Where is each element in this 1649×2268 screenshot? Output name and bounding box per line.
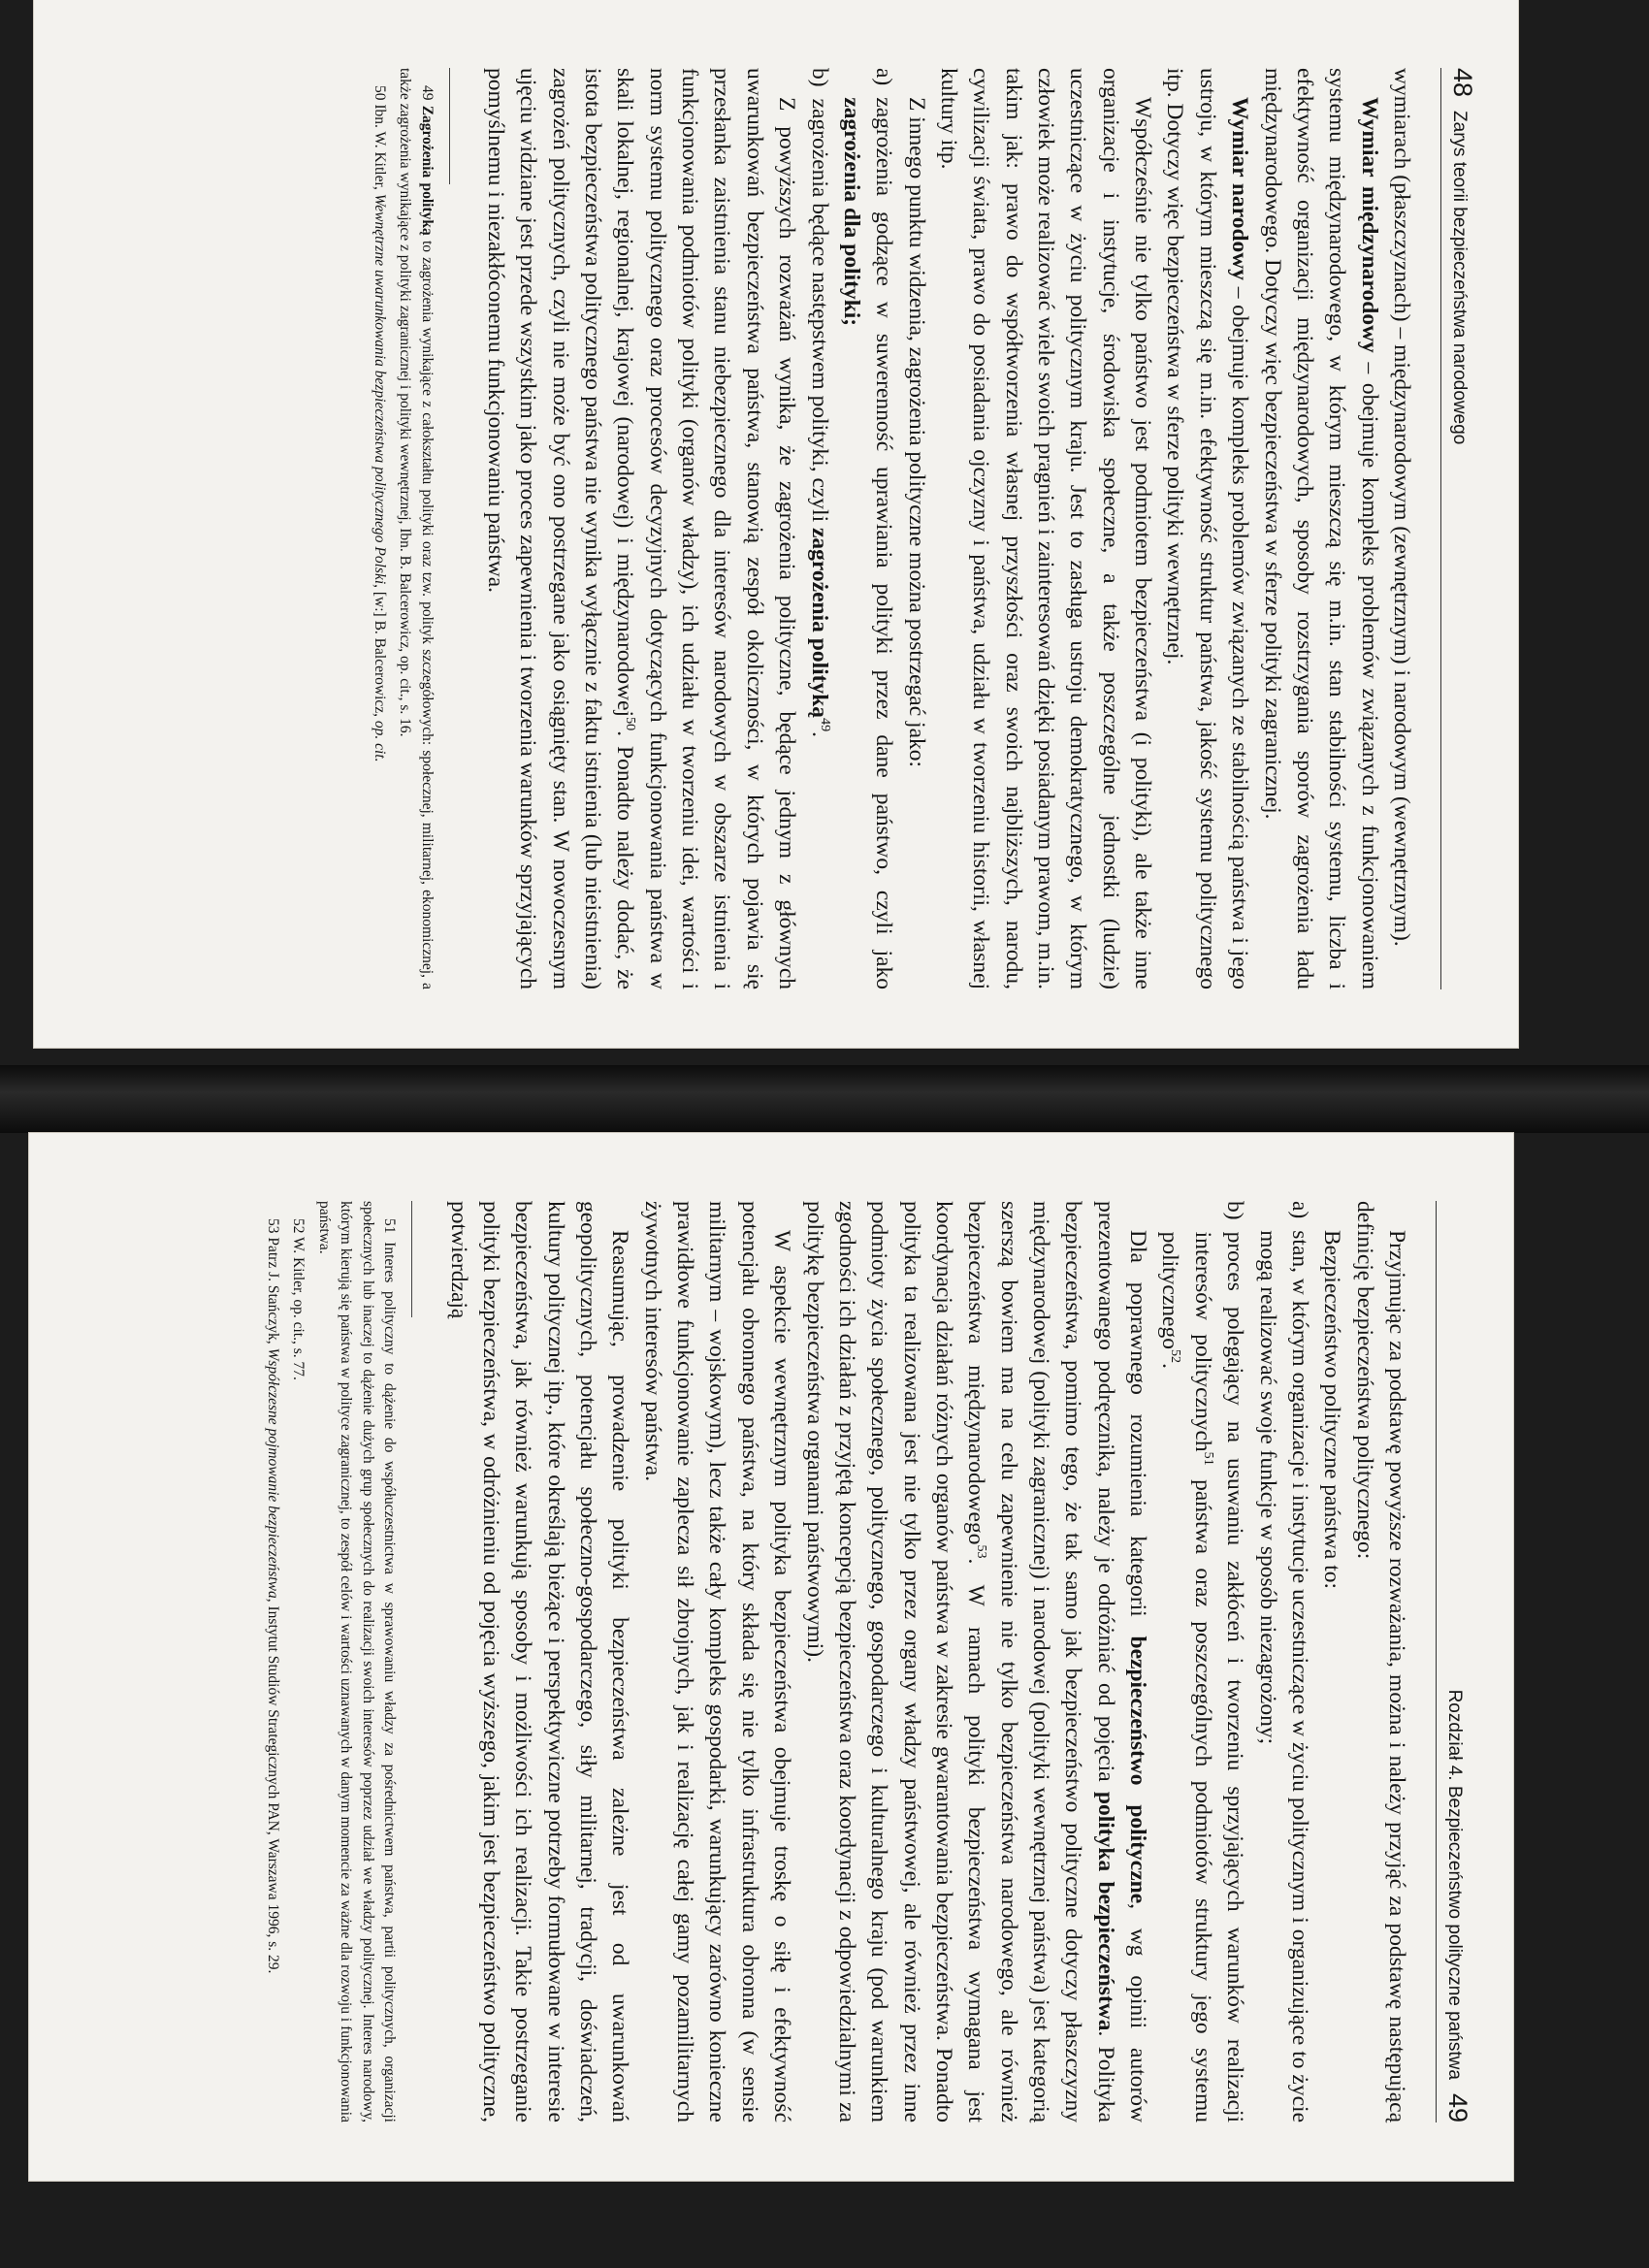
footnote-ref: 53 [974, 1544, 990, 1559]
right-page [29, 1133, 1513, 2181]
text-run: to zagrożenia wynikające z całokształtu polityki oraz tzw. polityk szczegółowych: społecznej, militarnej, ekonomicznej, a także zagrożenia wynikające z polityki zagranicznej i polityki wewnętrznej, Ibn. B. Balcerowicz, op. cit., s. 16. [397, 68, 436, 990]
left-body-text [479, 68, 1417, 989]
right-paragraphs [1315, 1201, 1412, 2122]
footnote [312, 1201, 400, 2122]
list-item-text [1250, 1230, 1315, 2122]
text-run: zagrożenia będące następstwem polityki, czyli [806, 98, 832, 528]
footnote [287, 1201, 308, 2122]
right-footnote-rule [411, 1201, 412, 1317]
text-run: – obejmuje kompleks problemów związanych ze stabilnością państwa i jego ustroju, w którym mieszczą się m.in. efektywność struktur państwa, jakość systemu politycznego itp. Dotyczy więc bezpieczeństwa w sferze polityki wewnętrznej. [1162, 68, 1253, 990]
text-run: . Ponadto należy dodać, że istota bezpieczeństwa politycznego państwa nie wynika wyłącznie z faktu istnienia (lub nieistnienia) zagrożeń politycznych, czyli nie może być ono postrzegane jako osiągnięty stan. W nowoczesnym ujęciu widziane jest przede wszystkim jako proces zapewnienia i tworzenia warunków sprzyjających pomyślnemu i niezakłóconemu funkcjonowaniu państwa. [482, 68, 638, 989]
left-list [802, 68, 899, 989]
right-running-head: Rozdział 4. Bezpieczeństwo polityczne państwa [1444, 1689, 1465, 2080]
list-item [1153, 1201, 1250, 2122]
paragraph [1255, 68, 1384, 989]
text-run: Przyjmując za podstawę powyższe rozważania, można i należy przyjąć za podstawę następującą definicję bezpieczeństwa politycznego: [1351, 1201, 1409, 2122]
text-run: 52 W. Kitler, op. cit., s. 77. [290, 1218, 307, 1380]
text-run: W aspekcie wewnętrznym polityka bezpieczeństwa obejmuje troskę o siłę i efektywność potencjału obronnego państwa, na który składa się nie tylko infrastruktura obronna (w sensie militarnym – wojskowym), lecz także cały kompleks gospodarki, warunkujący zarówno konieczne prawidłowe funkcjonowanie zaplecza sił zbrojnych, jak i realizację całej gamy pozamilitarnych żywotnych interesów państwa. [639, 1201, 795, 2122]
footnote-ref: 52 [1168, 1348, 1184, 1364]
paragraph [1315, 1201, 1347, 2122]
text-run: proces polegający na usuwaniu zakłóceń i tworzeniu sprzyjających warunków realizacji interesów politycznych [1189, 1231, 1248, 2122]
footnote [261, 1201, 282, 2122]
right-paragraphs-after [441, 1201, 1153, 2122]
list-item-label: a) [1286, 1201, 1312, 1219]
footnote [394, 68, 437, 989]
text-run: , [w:] B. Balcerowicz, [371, 584, 388, 721]
left-paragraphs-after [479, 68, 803, 989]
text-run: państwa oraz poszczególnych podmiotów struktury jego systemu politycznego [1157, 1231, 1215, 2122]
left-paragraphs [899, 68, 1417, 989]
text-run: Współcześnie nie tylko państwo jest podmiotem bezpieczeństwa (i polityki), ale także inne organizacje i instytucje, środowiska społeczne, a także poszczególne jednostki (ludzie) uczestniczące w życiu politycznym kraju. Jest to zasługa ustroju demokratycznego, w którym człowiek może realizować wiele swoich pragnień i zainteresowań dzięki posiadanym prawom, m.in. takim jak: prawo do współtworzenia własnej przyszłości oraz swoich najbliższych, narodu, cywilizacji świata, prawo do posiadania ojczyzny i państwa, udziału w tworzeniu historii, własnej kultury itp. [935, 68, 1156, 989]
text-run: Wewnętrzne uwarunkowania bezpieczeństwa politycznego Polski [371, 193, 388, 585]
text-run: stan, w którym organizacje i instytucje uczestniczące w życiu politycznym i organizujące to życie mogą realizować swoje funkcje w sposób niezagrożony; [1254, 1230, 1312, 2122]
list-item [1250, 1201, 1315, 2122]
text-run: 51 Interes polityczny to dążenie do współuczestnictwa w sprawowaniu władzy za pośrednictwem państwa, partii politycznych, organizacji społecznych lub inaczej to dążenie dużych grup społecznych do realizacji swoich interesów poprzez udział we władzy politycznej. Interes narodowy, którym kierują się państwa w polityce zagranicznej, to zespół celów i wartości uznawanych w danym momencie za ważne dla rozwoju i funkcjonowania państwa. [315, 1201, 399, 2122]
list-item [835, 68, 900, 989]
bold-term: zagrożenia dla polityki; [838, 97, 864, 327]
text-run: 53 Patrz J. Stańczyk, [264, 1218, 281, 1348]
left-running-head: Zarys teorii bezpieczeństwa narodowego [1449, 111, 1470, 445]
footnote-ref: 49 [817, 718, 833, 732]
book-binding-gutter [0, 1065, 1649, 1133]
left-page-number: 48 [1448, 68, 1477, 98]
right-footnotes [261, 1201, 412, 2122]
right-footnote-list [261, 1201, 400, 2122]
footnote [368, 68, 389, 989]
text-run: . [1157, 1363, 1183, 1369]
text-run: zagrożenia godzące w suwerenność uprawiania polityki przez dane państwo, czyli jako [871, 97, 897, 989]
paragraph [441, 1201, 635, 2122]
text-run: Współczesne pojmowanie bezpieczeństwa [264, 1347, 281, 1599]
text-run: op. cit. [371, 720, 388, 762]
text-run: , Instytut Studiów Strategicznych PAN, Warszawa 1996, s. 29. [264, 1598, 281, 1974]
paragraph [932, 68, 1159, 989]
list-item-text [802, 99, 834, 989]
right-page-content [68, 1201, 1472, 2122]
bold-term: polityka bezpieczeństwa [1092, 1791, 1118, 2031]
text-run: Bezpieczeństwo polityczne państwa to: [1319, 1230, 1345, 1589]
footnote-ref: 51 [1200, 1451, 1216, 1466]
list-item-label: b) [1222, 1201, 1248, 1220]
paragraph [1385, 68, 1417, 989]
text-run: – obejmuje kompleks problemów związanych z funkcjonowaniem systemu międzynarodowego, w którym mieszczą się m.in. stan stabilności systemu, liczba i efektywność organizacji międzynarodowych, sposoby rozstrzygania sporów zagrożenia ładu międzynarodowego. Dotyczy więc bezpieczeństwa w sferze polityki zagranicznej. [1259, 68, 1382, 990]
bold-term: Zagrożenia polityką [418, 105, 436, 236]
text-run: Dla poprawnego rozumienia kategorii [1125, 1230, 1151, 1636]
list-item-label: b) [806, 68, 832, 87]
bold-term: zagrożenia polityką [806, 527, 832, 719]
text-run: , wg opinii autorów prezentowanego podręcznika, należy je odróżniać od pojęcia [1092, 1201, 1151, 2122]
paragraph [899, 68, 931, 989]
paragraph [635, 1201, 797, 2122]
list-item-label: a) [871, 68, 897, 86]
left-page [34, 0, 1518, 1048]
text-run: 50 Ibn. W. Kitler, [371, 85, 388, 194]
bold-term: Wymiar międzynarodowy [1356, 97, 1382, 353]
right-list [1153, 1201, 1315, 2122]
text-run: 49 [418, 85, 436, 106]
right-page-number: 49 [1443, 2092, 1472, 2122]
left-footnote-rule [449, 68, 450, 184]
paragraph [479, 68, 803, 989]
text-run: Z powyższych rozważań wynika, że zagrożenia polityczne, będące jednym z głównych uwarunkowań bezpieczeństwa państwa, stanowią zespół okoliczności, w których pojawia się przesłanka zaistnienia stanu niebezpiecznego dla interesów narodowych w obszarze istnienia i funkcjonowania podmiotów polityki (organów władzy), ich udziału w tworzeniu idei, wartości i norm systemu politycznego oraz procesów decyzyjnych dotyczących funkcjonowania państwa w skali lokalnej, regionalnej, krajowej (narodowej) i międzynarodowej [612, 68, 800, 989]
paragraph [797, 1201, 1153, 2122]
paragraph [1347, 1201, 1412, 2122]
left-page-content [73, 68, 1477, 989]
right-body-text [441, 1201, 1412, 2122]
text-run: . Polityka bezpieczeństwa, pomimo tego, że tak samo jak bezpieczeństwo polityczne dotyczy płaszczyzny międzynarodowej (polityki zagranicznej) i narodowej (polityki wewnętrznej państwa) jest kategorią szerszą bowiem ma na celu zapewnienie nie tylko bezpieczeństwa narodowego, ale również bezpieczeństwa międzynarodowego [963, 1201, 1118, 2122]
left-running-header [1440, 68, 1477, 989]
footnote-ref: 50 [623, 717, 639, 731]
list-item [802, 68, 834, 989]
text-run: Z innego punktu widzenia, zagrożenia polityczne można postrzegać jako: [903, 97, 929, 768]
text-run: . [806, 731, 832, 737]
left-footnotes [368, 68, 449, 989]
right-running-header [1436, 1201, 1472, 2122]
text-run: wymiarach (płaszczyznach) – międzynarodowym (zewnętrznym) i narodowym (wewnętrznym). [1389, 68, 1414, 947]
left-footnote-list [368, 68, 436, 989]
list-item-text [1153, 1232, 1250, 2122]
paragraph [1158, 68, 1255, 989]
bold-term: bezpieczeństwo polityczne [1125, 1636, 1151, 1904]
bold-term: Wymiar narodowy [1227, 97, 1253, 281]
list-item-text [835, 97, 900, 989]
text-run: Reasumując, prowadzenie polityki bezpieczeństwa zależne jest od uwarunkowań geopolitycznych, potencjału społeczno-gospodarczego, siły militarnej, tradycji, doświadczeń, kultury politycznej itp., które określają bieżące i perspektywiczne potrzeby formułowane w interesie bezpieczeństwa, jak również warunkują sposoby i możliwości ich realizacji. Takie postrzeganie polityki bezpieczeństwa, w odróżnieniu od pojęcia wyższego, jakim jest bezpieczeństwo polityczne, potwierdzają [445, 1201, 633, 2122]
text-run: . W ramach polityki bezpieczeństwa wymagana jest koordynacja działań różnych organów państwa w zakresie gwarantowania bezpieczeństwa. Ponadto polityka ta realizowana jest nie tylko przez organy władzy państwowej, ale również przez inne podmioty życia społecznego, politycznego, gospodarczego i kulturalnego kraju (pod warunkiem zgodności ich działań z przyjętą koncepcją bezpieczeństwa oraz koordynacji z odpowiedzialnymi za politykę bezpieczeństwa organami państwowymi). [801, 1201, 989, 2122]
